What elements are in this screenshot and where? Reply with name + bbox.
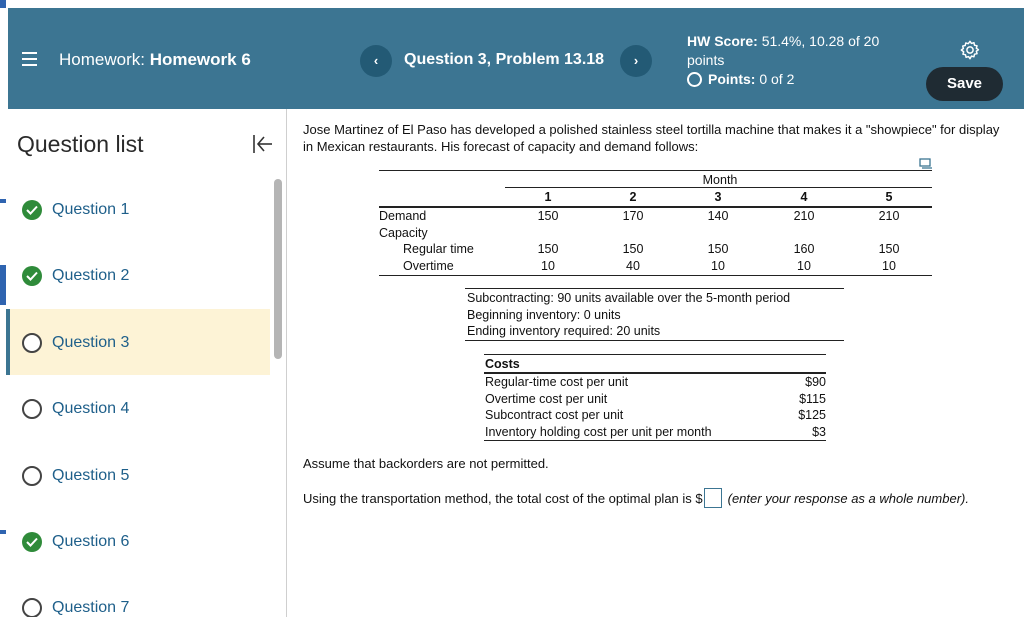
overtime-value: 10 (541, 259, 555, 273)
question-label: Question 5 (52, 467, 130, 484)
edge-strip (0, 0, 6, 8)
question-title: Question 3, Problem 13.18 (404, 51, 605, 68)
costs-rule (484, 354, 826, 355)
points-label: Points: (708, 71, 756, 87)
open-circle-icon (22, 598, 42, 617)
top-band (0, 0, 1024, 8)
regular-time-value: 160 (793, 242, 815, 256)
month-label: 5 (885, 190, 893, 204)
homework-name: Homework 6 (149, 50, 251, 69)
regular-time-value: 150 (707, 242, 729, 256)
regular-time-value: 150 (537, 242, 559, 256)
question-item-3[interactable] (6, 309, 270, 375)
check-icon (22, 532, 42, 552)
points-line (687, 70, 879, 89)
answer-hint: (enter your response as a whole number). (727, 491, 969, 506)
question-label: Question 3 (52, 334, 130, 351)
cost-value: $3 (812, 425, 826, 439)
month-header: Month (702, 173, 738, 187)
demand-value: 210 (793, 209, 815, 223)
overtime-value: 40 (626, 259, 640, 273)
table-rule (505, 187, 932, 188)
subcontracting-note: Subcontracting: 90 units available over the 5-month period (467, 291, 791, 305)
question-item-4[interactable] (6, 375, 270, 441)
cost-value: $125 (798, 408, 826, 422)
table-rule (379, 170, 932, 171)
menu-icon[interactable] (22, 52, 37, 66)
demand-label: Demand (379, 209, 427, 223)
overtime-value: 10 (882, 259, 896, 273)
cost-label: Subcontract cost per unit (485, 408, 624, 422)
question-item-2[interactable] (6, 242, 270, 308)
problem-content (288, 109, 1024, 617)
notes-rule (465, 340, 844, 341)
question-item-7[interactable] (6, 574, 270, 617)
month-label: 3 (714, 190, 722, 204)
demand-value: 210 (878, 209, 900, 223)
regular-time-value: 150 (878, 242, 900, 256)
cost-value: $115 (799, 392, 826, 406)
collapse-panel-icon[interactable] (250, 132, 274, 156)
print-icon[interactable] (919, 158, 933, 169)
hw-score-label: HW Score: (687, 33, 758, 49)
problem-intro: Jose Martinez of El Paso has developed a polished stainless steel tortilla machine that makes it a "showpiece" for display in Mexican restaurants. His forecast of capacity and demand follows: (303, 122, 1000, 154)
open-circle-icon (22, 333, 42, 353)
beginning-inventory-note: Beginning inventory: 0 units (467, 308, 621, 322)
question-label: Question 6 (52, 533, 130, 550)
header-bar (8, 8, 1024, 109)
table-rule (379, 275, 932, 276)
demand-value: 170 (622, 209, 644, 223)
cost-value: $90 (805, 375, 826, 389)
month-label: 4 (800, 190, 808, 204)
demand-value: 150 (537, 209, 559, 223)
overtime-value: 10 (711, 259, 725, 273)
answer-input[interactable] (704, 488, 722, 508)
check-icon (22, 200, 42, 220)
question-list-title: Question list (17, 131, 144, 157)
question-list-panel (6, 109, 287, 617)
costs-rule (484, 440, 826, 441)
month-label: 1 (544, 190, 552, 204)
homework-prefix: Homework: (59, 50, 145, 69)
month-label: 2 (629, 190, 637, 204)
open-circle-icon (22, 399, 42, 419)
previous-question-button[interactable]: ‹ (360, 45, 392, 77)
hw-score-value: 51.4%, 10.28 of 20 (761, 33, 880, 49)
homework-title (59, 50, 251, 70)
cost-label: Inventory holding cost per unit per month (485, 425, 712, 439)
question-label: Question 4 (52, 400, 130, 417)
points-value: 0 of 2 (759, 71, 795, 87)
save-button[interactable]: Save (926, 67, 1003, 101)
regular-time-value: 150 (622, 242, 644, 256)
cost-label: Overtime cost per unit (485, 392, 608, 406)
points-status-icon (687, 72, 702, 87)
question-label: Question 1 (52, 201, 130, 218)
regular-time-label: Regular time (403, 242, 474, 256)
costs-header: Costs (485, 357, 520, 371)
open-circle-icon (22, 466, 42, 486)
question-prompt (303, 488, 969, 508)
score-block (687, 32, 879, 89)
hw-score-unit: points (687, 52, 725, 68)
notes-rule (465, 288, 844, 289)
table-rule (379, 206, 932, 208)
question-item-1[interactable] (6, 176, 270, 242)
overtime-label: Overtime (403, 259, 454, 273)
question-text: Using the transportation method, the total cost of the optimal plan is $ (303, 491, 703, 506)
question-item-5[interactable] (6, 442, 270, 508)
question-label: Question 2 (52, 267, 130, 284)
assumption-text: Assume that backorders are not permitted. (303, 456, 549, 471)
demand-value: 140 (707, 209, 729, 223)
ending-inventory-note: Ending inventory required: 20 units (467, 324, 661, 338)
overtime-value: 10 (797, 259, 811, 273)
gear-icon[interactable] (959, 39, 981, 61)
question-label: Question 7 (52, 599, 130, 616)
capacity-label: Capacity (379, 226, 428, 240)
cost-label: Regular-time cost per unit (485, 375, 629, 389)
next-question-button[interactable]: › (620, 45, 652, 77)
question-item-6[interactable] (6, 508, 270, 574)
scrollbar-thumb[interactable] (274, 179, 282, 359)
check-icon (22, 266, 42, 286)
